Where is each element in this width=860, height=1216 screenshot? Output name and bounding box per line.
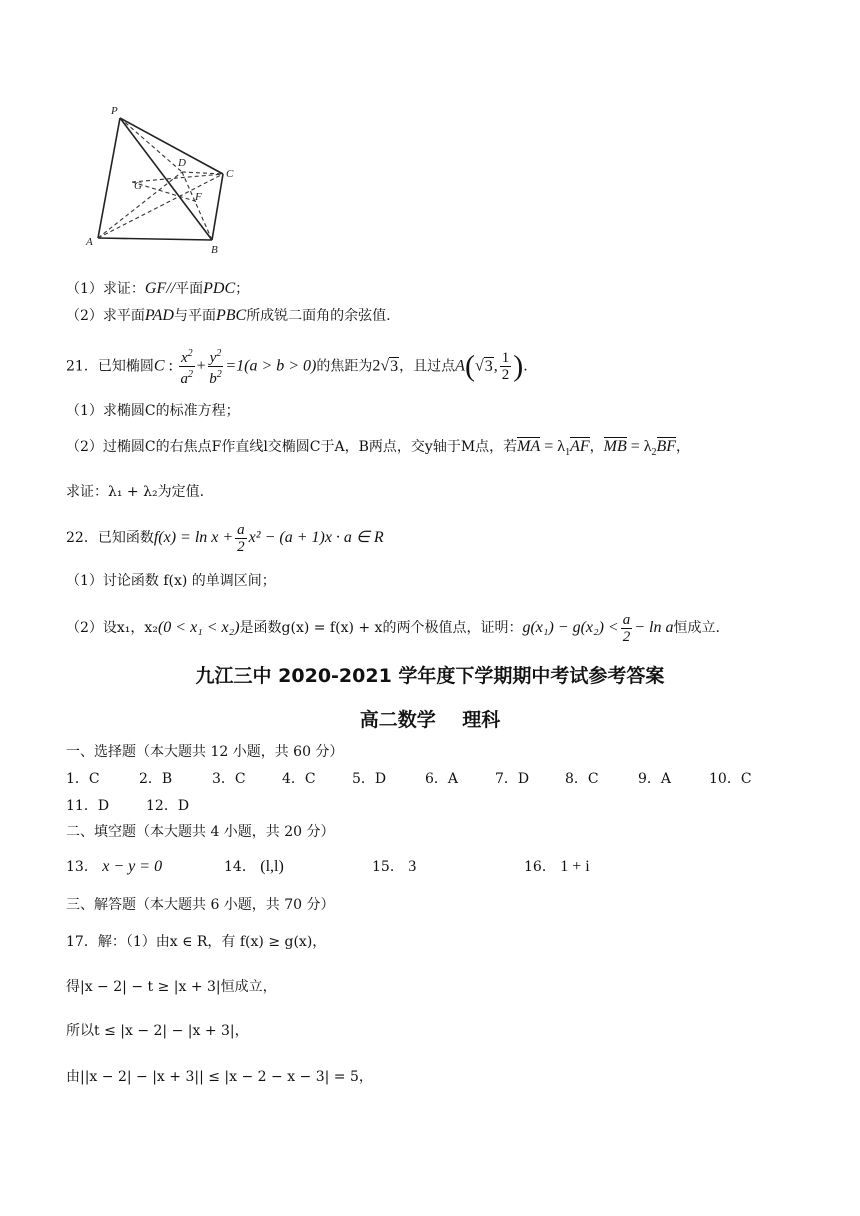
sol17-line1: 17．解：（1）由x ∈ R，有 f(x) ≥ g(x)， — [66, 934, 327, 950]
edge-ab — [98, 238, 212, 240]
mc-answer: 4．C — [282, 771, 316, 787]
frac-y2-b2: $\frac{y^2}{b^2}$ — [209, 348, 222, 387]
mc-answer: 10．C — [709, 771, 752, 787]
q21-part1: （1）求椭圆C的标准方程； — [66, 403, 240, 419]
mc-answer: 2．B — [139, 771, 173, 787]
section1-heading: 一、选择题（本大题共 12 小题，共 60 分） — [66, 744, 344, 760]
mc-answer: 5．D — [352, 771, 387, 787]
edge-pa — [98, 118, 120, 238]
frac-x2-a2: $\frac{x^2}{a^2}$ — [180, 348, 194, 387]
label-p: P — [111, 105, 118, 117]
answer-subtitle: 高二数学 理科 — [359, 709, 501, 731]
section3-heading: 三、解答题（本大题共 6 小题，共 70 分） — [66, 897, 335, 913]
label-a: A — [86, 236, 93, 248]
mc-answer: 9．A — [638, 771, 672, 787]
answer-title: 九江三中 2020-2021 学年度下学期期中考试参考答案 — [195, 665, 665, 687]
mc-answer: 3．C — [212, 771, 246, 787]
fill-row — [66, 857, 826, 879]
mc-answer: 11．D — [66, 798, 110, 814]
focal-distance: 2√3 — [372, 357, 399, 375]
sol17-line2: 得|x − 2| − t ≥ |x + 3|恒成立， — [66, 979, 277, 995]
edge-dc — [182, 172, 223, 174]
q22-part2: （2）设x₁，x₂(0 < x₁ < x₂)是函数g(x) = f(x) + x的两个极值点，证明：g(x₁) − g(x₂) < $\frac{a}{2}$ − ln a恒成立. — [66, 611, 720, 645]
edge-bc — [212, 174, 223, 240]
mc-answer: 8．C — [565, 771, 599, 787]
mc-answer: 6．A — [425, 771, 459, 787]
sol17-line3: 所以t ≤ |x − 2| − |x + 3|， — [66, 1023, 249, 1039]
label-c: C — [226, 168, 234, 180]
label-f: F — [195, 191, 202, 203]
q22-statement: 22．已知函数f(x) = ln x + $\frac{a}{2}$ x² − (a + 1)x · a ∈ R — [66, 521, 384, 555]
edge-pd — [120, 118, 182, 172]
q20-part1: （1）求证：GF//平面PDC； — [66, 280, 250, 297]
edge-pc — [120, 118, 223, 174]
sol17-line4: 由||x − 2| − |x + 3|| ≤ |x − 2 − x − 3| = 5， — [66, 1069, 373, 1085]
q21-part2-line2: 求证：λ₁ + λ₂为定值. — [66, 484, 205, 500]
pyramid-figure — [80, 100, 250, 260]
edge-pb — [120, 118, 212, 240]
mc-answer: 1．C — [66, 771, 100, 787]
q22-part1: （1）讨论函数 f(x) 的单调区间； — [66, 573, 276, 589]
label-d: D — [178, 157, 186, 169]
q21-part2: （2）过椭圆C的右焦点F作直线l交椭圆C于A，B两点，交y轴于M点，若MA = $\lambda_1AF$，MB = $\lambda_2BF$， — [66, 438, 691, 459]
section2-heading: 二、填空题（本大题共 4 小题，共 20 分） — [66, 824, 335, 840]
q21-statement: 21．已知椭圆C : $\frac{x^2}{a^2}$ + $\frac{y^2}{b^2}$ =1(a > b > 0)的焦距为2√3，且过点A(√3, $\frac{1}{2}$ ). — [66, 348, 528, 387]
fill-answer: 16． 1 + i — [524, 858, 590, 875]
label-g: G — [134, 180, 142, 192]
label-b: B — [211, 244, 218, 256]
fill-answer: 15． 3 — [372, 858, 417, 875]
fill-answer: 13． x − y = 0 — [66, 858, 163, 875]
mc-answer: 7．D — [495, 771, 530, 787]
mc-row-2 — [66, 796, 366, 816]
mc-row-1 — [66, 769, 826, 789]
q20-part2: （2）求平面PAD与平面PBC所成锐二面角的余弦值. — [66, 307, 391, 324]
fill-answer: 14． (l,l) — [224, 858, 284, 875]
mc-answer: 12．D — [146, 798, 190, 814]
